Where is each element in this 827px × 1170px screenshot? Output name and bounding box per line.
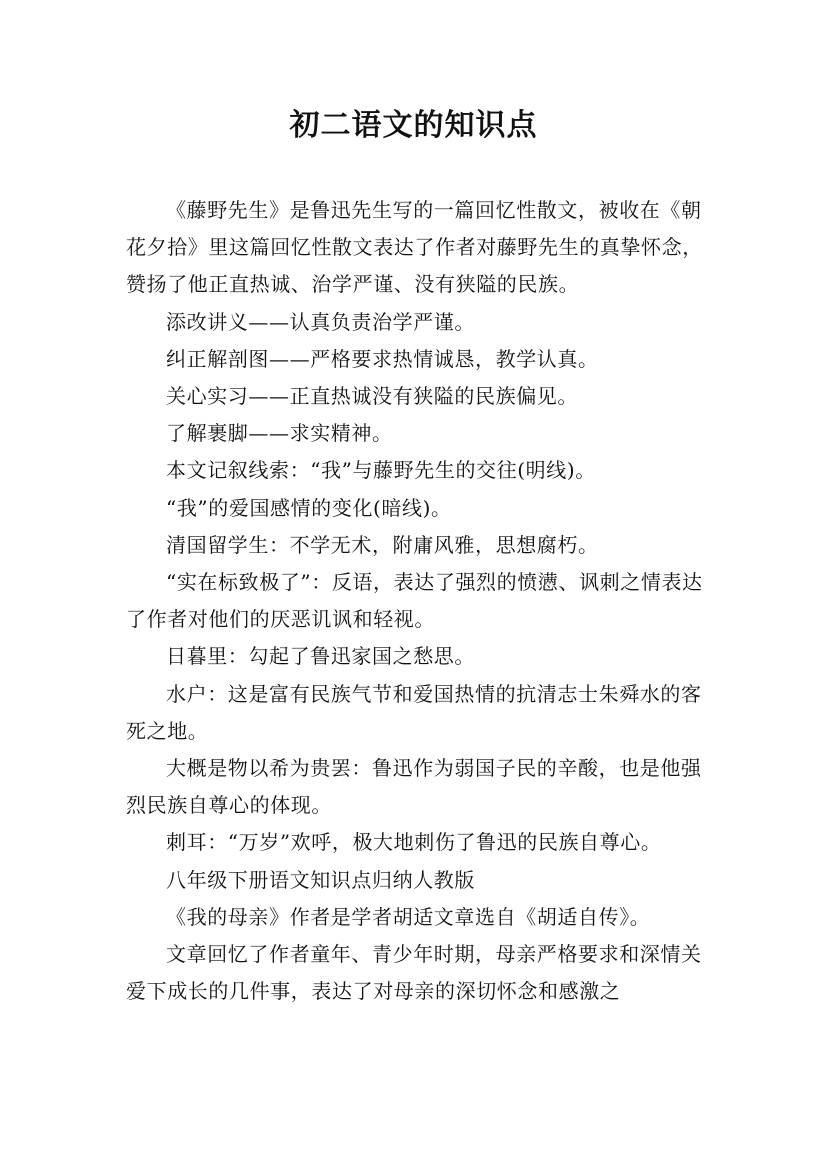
document-body bbox=[126, 192, 711, 1010]
document-title: 初二语文的知识点 bbox=[289, 108, 538, 143]
paragraph: “实在标致极了”：反语，表达了强烈的愤懑、讽刺之情表达了作者对他们的厌恶讥讽和轻视。 bbox=[126, 570, 703, 632]
paragraph: 《我的母亲》作者是学者胡适文章选自《胡适自传》。 bbox=[166, 904, 651, 929]
paragraph: 纠正解剖图——严格要求热情诚恳，教学认真。 bbox=[166, 346, 599, 371]
paragraph: 八年级下册语文知识点归纳人教版 bbox=[166, 867, 475, 892]
paragraph: 关心实习——正直热诚没有狭隘的民族偏见。 bbox=[166, 384, 578, 409]
paragraph: “我”的爱国感情的变化(暗线)。 bbox=[166, 495, 452, 520]
paragraph: 文章回忆了作者童年、青少年时期，母亲严格要求和深情关爱下成长的几件事，表达了对母亲的深切怀念和感激之 bbox=[126, 942, 702, 1004]
paragraph: 《藤野先生》是鲁迅先生写的一篇回忆性散文，被收在《朝花夕拾》里这篇回忆性散文表达了作者对藤野先生的真挚怀念，赞扬了他正直热诚、治学严谨、没有狭隘的民族。 bbox=[126, 198, 703, 297]
paragraph: 清国留学生：不学无术，附庸风雅，思想腐朽。 bbox=[166, 532, 599, 557]
paragraph: 水户：这是富有民族气节和爱国热情的抗清志士朱舜水的客死之地。 bbox=[126, 681, 702, 743]
paragraph: 添改讲义——认真负责治学严谨。 bbox=[166, 309, 475, 334]
paragraph: 了解裹脚——求实精神。 bbox=[166, 421, 393, 446]
paragraph: 大概是物以希为贵罢：鲁迅作为弱国子民的辛酸，也是他强烈民族自尊心的体现。 bbox=[126, 756, 702, 818]
paragraph: 刺耳：“万岁”欢呼，极大地刺伤了鲁迅的民族自尊心。 bbox=[166, 830, 662, 855]
paragraph: 本文记叙线索：“我”与藤野先生的交往(明线)。 bbox=[166, 458, 596, 483]
paragraph: 日暮里：勾起了鲁迅家国之愁思。 bbox=[166, 644, 475, 669]
